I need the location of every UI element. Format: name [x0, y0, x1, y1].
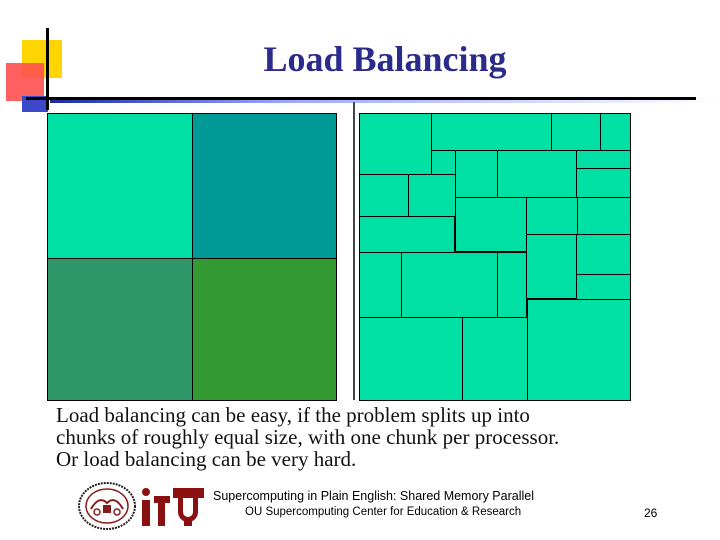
uneven-partition-figure: [359, 113, 631, 401]
title-rule: [26, 97, 696, 100]
body-line: Load balancing can be easy, if the problem splits up into: [56, 403, 530, 427]
block: [431, 113, 552, 151]
block: [401, 252, 498, 318]
footer-organization: OU Supercomputing Center for Education & Research: [245, 506, 522, 518]
block: [359, 252, 402, 318]
slide-title: Load Balancing: [263, 39, 507, 79]
block: [577, 197, 631, 235]
quadrant-bottom-right: [192, 258, 337, 401]
block: [497, 252, 527, 318]
quadrant-bottom-left: [47, 258, 193, 401]
body-line: chunks of roughly equal size, with one chunk per processor.: [56, 425, 560, 449]
block: [576, 168, 631, 198]
block: [462, 317, 528, 401]
block: [359, 174, 409, 217]
quadrant-top-right: [192, 113, 337, 259]
quadrant-top-left: [47, 113, 193, 259]
block: [526, 197, 578, 235]
block: [455, 150, 498, 198]
it-ou-logo: [140, 482, 206, 528]
block: [551, 113, 601, 151]
block: [359, 317, 463, 401]
block: [408, 174, 456, 217]
footer-course-title: Supercomputing in Plain English: Shared Memory Parallel: [213, 489, 534, 503]
block: [431, 150, 456, 176]
block: [576, 150, 631, 169]
block: [359, 216, 455, 253]
even-partition-figure: [47, 113, 337, 401]
block: [359, 113, 432, 175]
block: [527, 299, 631, 401]
block: [576, 274, 631, 300]
body-text: [56, 404, 656, 470]
block: [526, 234, 577, 299]
ou-seal-logo: [77, 481, 137, 531]
figure-divider: [353, 102, 355, 400]
block: [600, 113, 631, 151]
block: [576, 234, 631, 275]
block: [497, 150, 577, 198]
body-line: Or load balancing can be very hard.: [56, 447, 357, 471]
block: [455, 197, 527, 252]
page-number: 26: [644, 506, 658, 520]
